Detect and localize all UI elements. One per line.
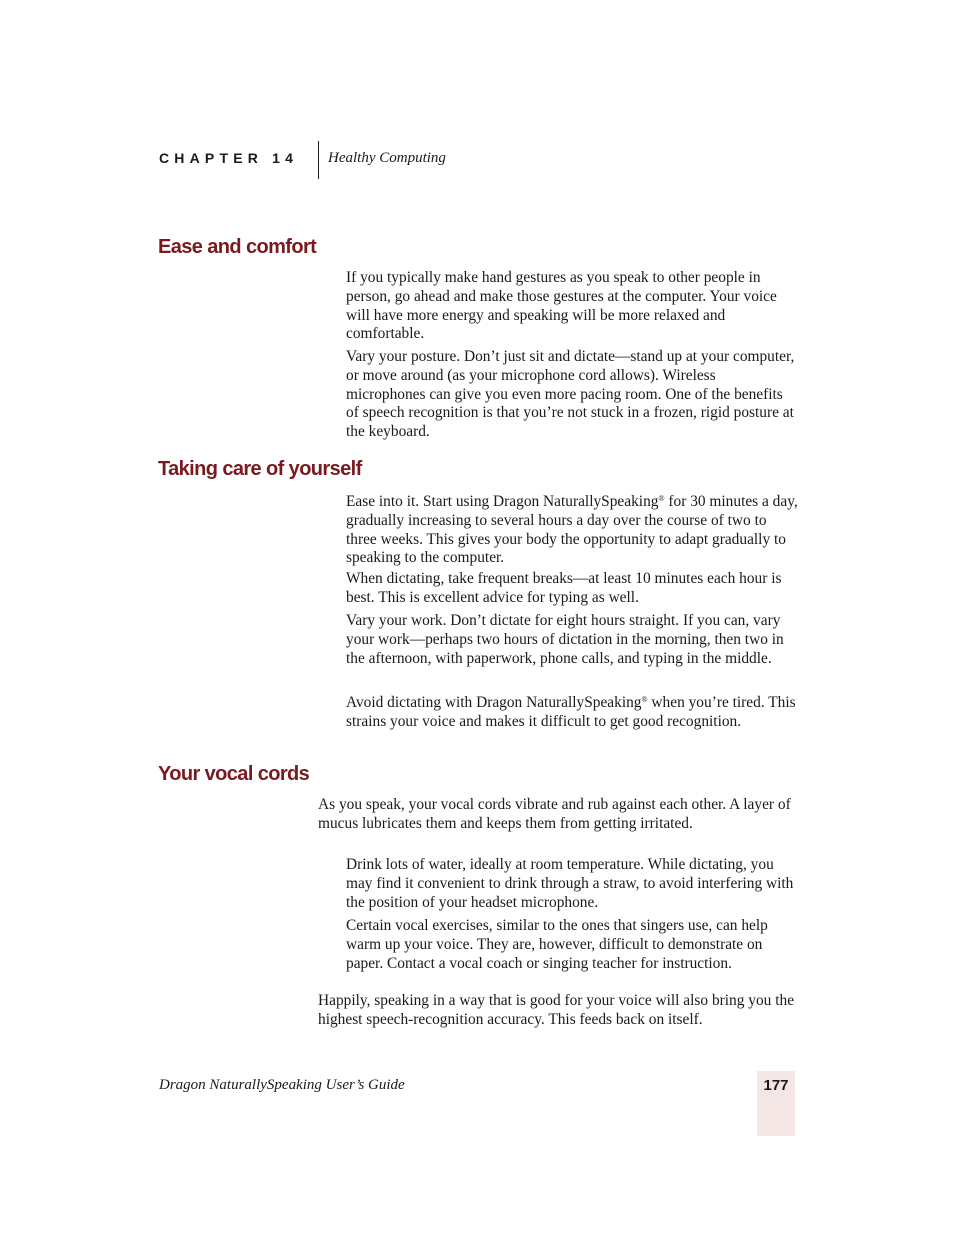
footer-book-title: Dragon NaturallySpeaking User’s Guide bbox=[159, 1077, 405, 1093]
paragraph-text: when you’re tired. This strains your voice and makes it difficult to get good recognition. bbox=[346, 694, 796, 730]
paragraph bbox=[346, 691, 798, 732]
registered-mark: ® bbox=[641, 695, 648, 704]
chapter-title: Healthy Computing bbox=[328, 150, 446, 166]
chapter-label: CHAPTER 14 bbox=[159, 150, 299, 166]
registered-mark: ® bbox=[658, 494, 665, 503]
section-heading-taking-care-of-yourself: Taking care of yourself bbox=[158, 458, 362, 480]
paragraph-text: for 30 minutes a day, gradually increasing to several hours a day over the course of two to three weeks. This gives your body the opportunity to adapt gradually to speaking to the computer. bbox=[346, 493, 798, 567]
closing-paragraph: Happily, speaking in a way that is good for your voice will also bring you the highest speech-recognition accuracy. This feeds back on itself. bbox=[318, 992, 795, 1028]
paragraph: Drink lots of water, ideally at room temperature. While dictating, you may find it convenient to drink through a straw, to avoid interfering with the position of your headset microphone. bbox=[346, 856, 794, 911]
intro-paragraph: As you speak, your vocal cords vibrate and rub against each other. A layer of mucus lubricates them and keeps them from getting irritated. bbox=[318, 796, 791, 832]
paragraph: Certain vocal exercises, similar to the ones that singers use, can help warm up your voice. They are, however, difficult to demonstrate on paper. Contact a vocal coach or singing teacher for instruction. bbox=[346, 917, 768, 972]
page-number-tab bbox=[757, 1071, 795, 1136]
paragraph: If you typically make hand gestures as you speak to other people in person, go ahead and make those gestures at the computer. Your voice will have more energy and speaking will be more relaxed and comfortable. bbox=[346, 269, 777, 343]
paragraph: When dictating, take frequent breaks—at least 10 minutes each hour is best. This is excellent advice for typing as well. bbox=[346, 570, 782, 606]
paragraph bbox=[346, 490, 798, 568]
paragraph: Vary your work. Don’t dictate for eight hours straight. If you can, vary your work—perhaps two hours of dictation in the morning, then two in the afternoon, with paperwork, phone calls, and typing in the middle. bbox=[346, 612, 784, 667]
paragraph-text: Avoid dictating with Dragon NaturallySpeaking bbox=[346, 694, 642, 711]
page-number: 177 bbox=[763, 1077, 789, 1094]
section-heading-ease-and-comfort: Ease and comfort bbox=[158, 236, 317, 258]
paragraph: Vary your posture. Don’t just sit and dictate—stand up at your computer, or move around (as your microphone cord allows). Wireless microphones can give you even more pacing room. One of the benefits of speech recognition is that you’re not stuck in a frozen, rigid posture at the keyboard. bbox=[346, 348, 795, 441]
section-heading-your-vocal-cords: Your vocal cords bbox=[158, 763, 310, 785]
paragraph-text: Ease into it. Start using Dragon NaturallySpeaking bbox=[346, 493, 659, 510]
header-divider bbox=[318, 141, 319, 179]
